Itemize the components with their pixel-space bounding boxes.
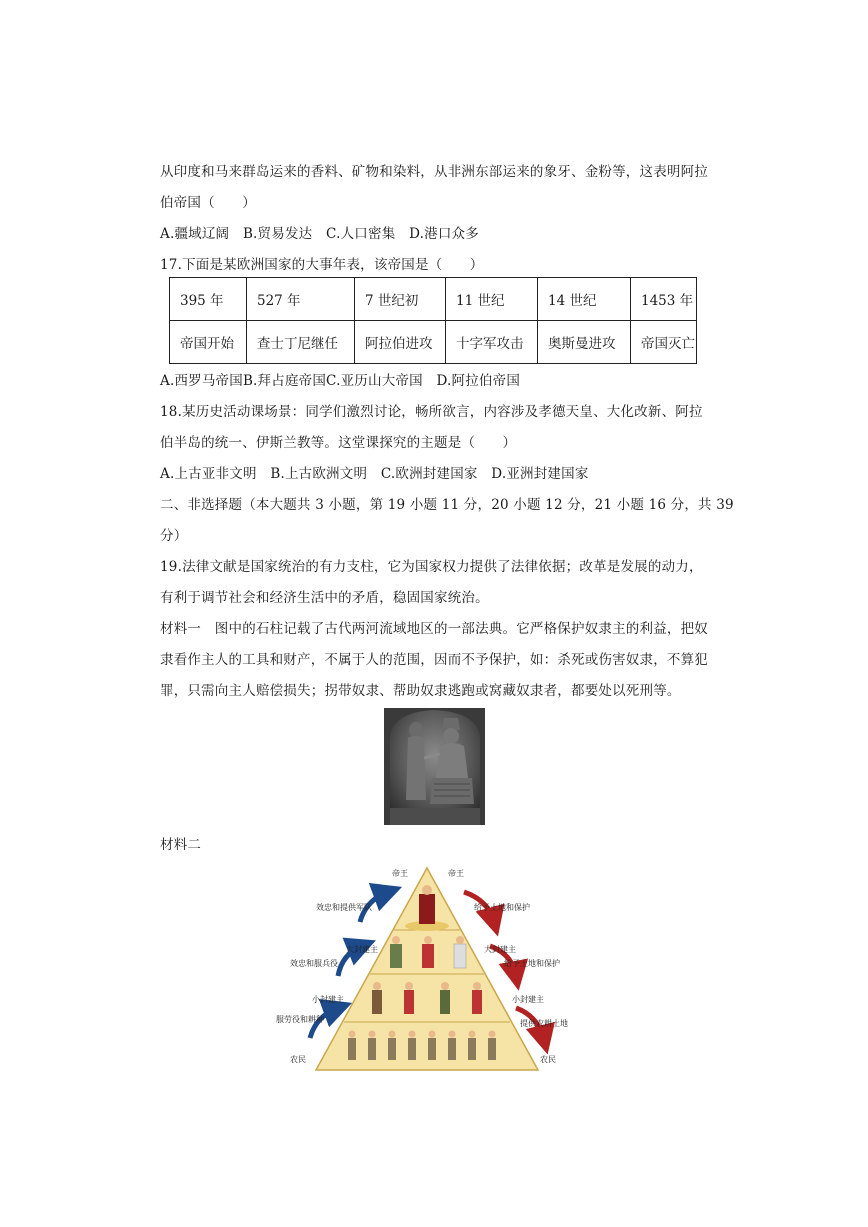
q19-material2-label: 材料二 [160, 837, 202, 853]
table-row-years [170, 278, 697, 321]
q19-material1-line2: 隶看作主人的工具和财产，不属于人的范围，因而不予保护，如：杀死或伤害奴隶，不算犯 [160, 652, 708, 668]
left-level-king: 帝王 [392, 869, 408, 878]
year-cell: 395 年 [170, 278, 247, 321]
year-cell: 7 世纪初 [355, 278, 446, 321]
right-arrow-label: 给予土地和保护 [474, 903, 530, 912]
right-arrow-label: 给予土地和保护 [504, 959, 560, 968]
event-cell: 帝国开始 [170, 321, 247, 364]
event-cell: 查士丁尼继任 [247, 321, 355, 364]
q18-line1: 18.某历史活动课场景：同学们激烈讨论，畅所欲言，内容涉及孝德天皇、大化改新、阿拉 [160, 404, 703, 420]
left-arrow-label: 效忠和提供军队 [316, 903, 372, 912]
right-level-peasant: 农民 [540, 1055, 556, 1064]
q19-line1: 19.法律文献是国家统治的有力支柱，它为国家权力提供了法律依据；改革是发展的动力， [160, 559, 703, 575]
right-level-lesser-lord: 小封建主 [512, 995, 544, 1004]
year-cell: 14 世纪 [538, 278, 631, 321]
left-level-peasant: 农民 [290, 1055, 306, 1064]
table-row-events [170, 321, 697, 364]
q18-line2: 伯半岛的统一、伊斯兰教等。这堂课探究的主题是（ ） [160, 435, 517, 451]
event-cell: 奥斯曼进攻 [538, 321, 631, 364]
event-cell: 阿拉伯进攻 [355, 321, 446, 364]
year-cell: 527 年 [247, 278, 355, 321]
q16-line1: 从印度和马来群岛运来的香料、矿物和染料，从非洲东部运来的象牙、金粉等，这表明阿拉 [160, 164, 708, 180]
q17-stem: 17.下面是某欧洲国家的大事年表，该帝国是（ ） [160, 257, 484, 273]
left-level-lesser-lord: 小封建主 [312, 995, 344, 1004]
year-cell: 11 世纪 [446, 278, 538, 321]
q19-material1-line1: 材料一 图中的石柱记载了古代两河流域地区的一部法典。它严格保护奴隶主的利益，把奴 [160, 621, 708, 637]
q16-options: A.疆域辽阔 B.贸易发达 C.人口密集 D.港口众多 [160, 226, 479, 242]
feudal-pyramid [276, 862, 578, 1074]
event-cell: 帝国灭亡 [631, 321, 697, 364]
right-arrow-label: 提供农耕土地 [520, 1019, 568, 1028]
event-cell: 十字军攻击 [446, 321, 538, 364]
q17-options: A.西罗马帝国B.拜占庭帝国C.亚历山大帝国 D.阿拉伯帝国 [160, 373, 521, 389]
q19-line2: 有利于调节社会和经济生活中的矛盾，稳固国家统治。 [160, 590, 489, 606]
left-level-great-lord: 大封建主 [346, 945, 378, 954]
left-arrow-label: 服劳役和耕种 [276, 1015, 324, 1024]
left-arrow-label: 效忠和服兵役 [290, 959, 338, 968]
q18-options: A.上古亚非文明 B.上古欧洲文明 C.欧洲封建国家 D.亚洲封建国家 [160, 466, 589, 482]
right-level-king: 帝王 [448, 869, 464, 878]
year-cell: 1453 年 [631, 278, 697, 321]
section2-line2: 分） [160, 528, 188, 544]
q16-line2: 伯帝国（ ） [160, 195, 256, 211]
chronology-table [169, 277, 697, 364]
stele-photo [384, 708, 485, 825]
right-level-great-lord: 大封建主 [484, 945, 516, 954]
q19-material1-line3: 罪，只需向主人赔偿损失；拐带奴隶、帮助奴隶逃跑或窝藏奴隶者，都要处以死刑等。 [160, 683, 681, 699]
section2-line1: 二、非选择题（本大题共 3 小题，第 19 小题 11 分，20 小题 12 分，21 小题 16 分，共 39 [160, 497, 734, 513]
